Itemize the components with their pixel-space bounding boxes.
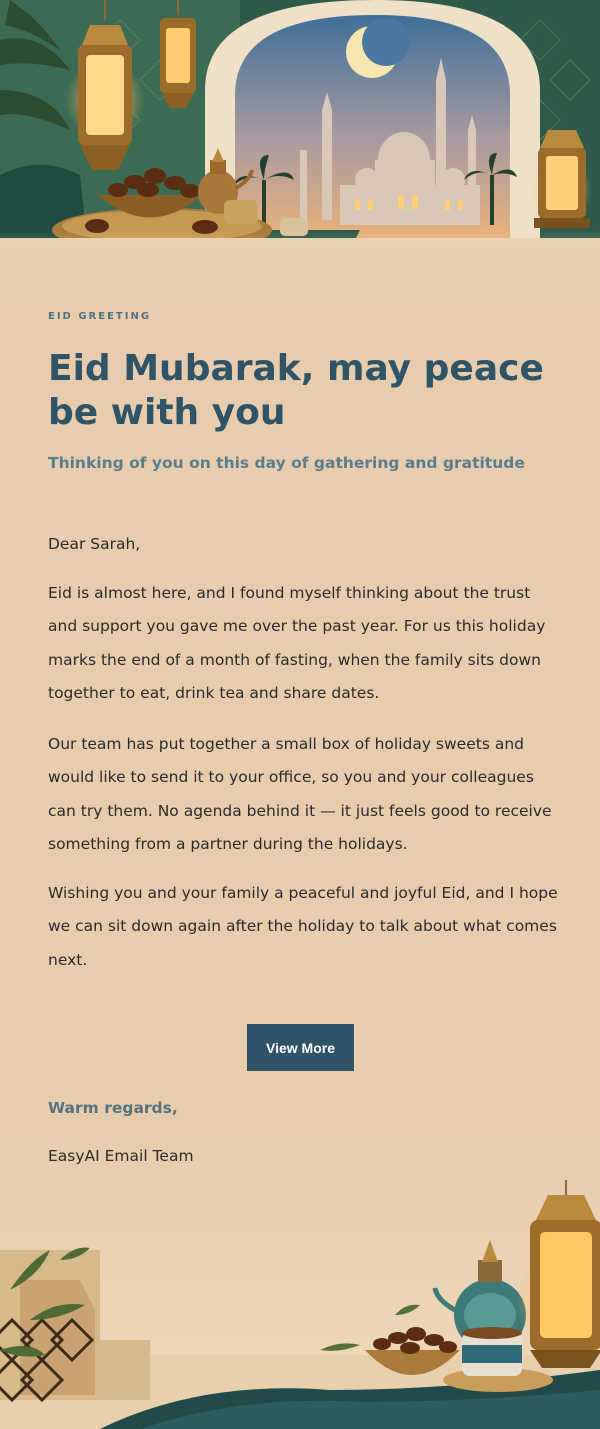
body-paragraph: Eid is almost here, and I found myself thinking about the trust and support you gave me over the past year. For us this holiday marks the end of a month of fasting, when the family sits down together to eat, drink tea and share dates. bbox=[48, 584, 546, 702]
greeting: Dear Sarah, bbox=[48, 535, 141, 553]
eyebrow-label: EID GREETING bbox=[48, 311, 152, 322]
body-paragraph: Our team has put together a small box of holiday sweets and would like to send it to your office, so you and your colleagues can try them. No agenda behind it — it just feels good to receive something from a partner during the holidays. bbox=[48, 735, 552, 853]
body-paragraph: Wishing you and your family a peaceful and joyful Eid, and I hope we can sit down again after the holiday to talk about what comes next. bbox=[48, 884, 558, 969]
header-illustration bbox=[0, 0, 600, 300]
signoff: Warm regards, bbox=[48, 1099, 178, 1117]
headline: Eid Mubarak, may peace be with you bbox=[48, 348, 544, 433]
footer-illustration bbox=[0, 1140, 600, 1429]
subheadline: Thinking of you on this day of gathering and gratitude bbox=[48, 454, 525, 472]
signature: EasyAI Email Team bbox=[48, 1147, 194, 1165]
view-more-button[interactable]: View More bbox=[247, 1024, 354, 1071]
